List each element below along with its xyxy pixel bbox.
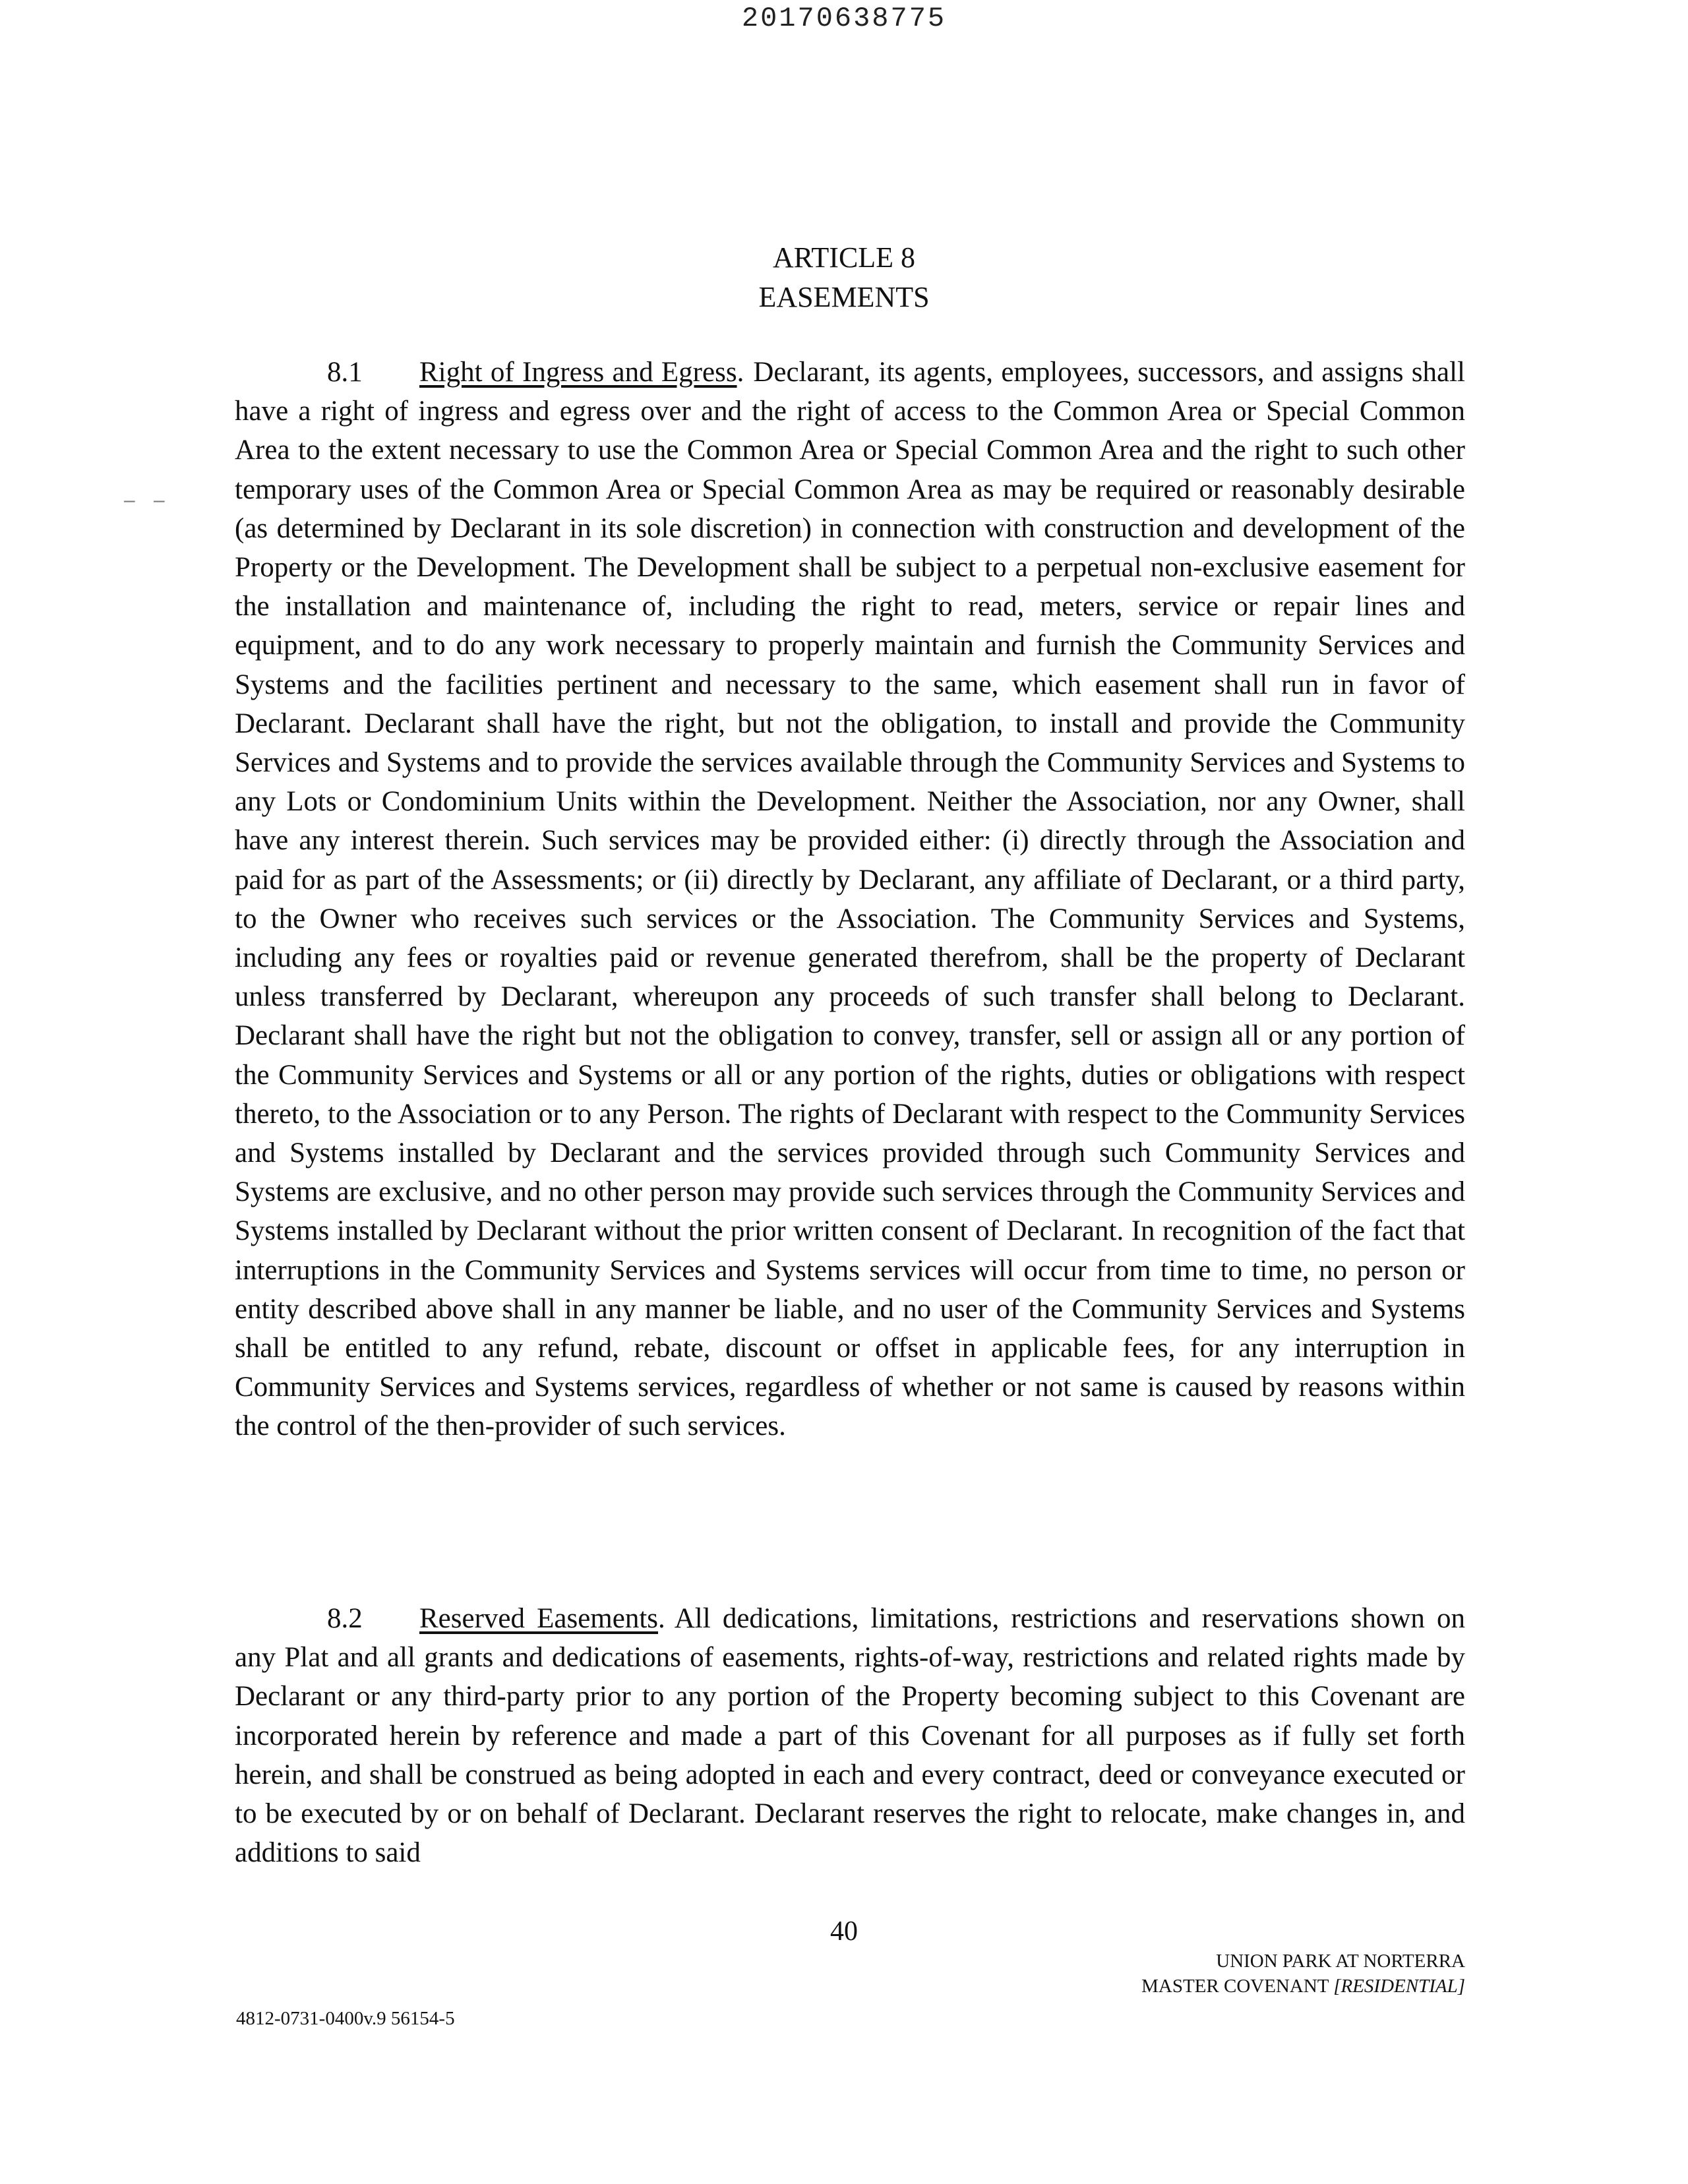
article-title: ARTICLE 8 (772, 241, 916, 274)
section-body: All dedications, limitations, restrictions and reservations shown on any Plat and all grants and dedications of easements, rights-of-way, restrictions and related rights made by Declarant or any third-party prior to any portion of the Property becoming subject to this Covenant are incorporated herein by reference and made a part of this Covenant for all purposes as if fully set forth herein, and shall be construed as being adopted in each and every contract, deed or conveyance executed or to be executed by or on behalf of Declarant. Declarant reserves the right to relocate, make changes in, and additions to said (235, 1603, 1466, 1869)
section-8-1 (235, 353, 1465, 1446)
section-number: 8.1 (327, 357, 363, 388)
page-number: 40 (830, 1916, 858, 1947)
section-title-period: . (658, 1603, 665, 1634)
footer-title-line (1141, 1974, 1465, 1999)
footer-document-type: [RESIDENTIAL] (1333, 1976, 1465, 1997)
footer-project-name: UNION PARK AT NORTERRA (1216, 1951, 1465, 1972)
section-title: Reserved Easements (419, 1603, 658, 1634)
section-number: 8.2 (327, 1603, 363, 1634)
section-8-2 (235, 1599, 1465, 1872)
section-title: Right of Ingress and Egress (419, 357, 737, 388)
section-title-period: . (737, 357, 744, 388)
section-body: Declarant, its agents, employees, successors, and assigns shall have a right of ingress and egress over and the right of access to the Common Area or Special Common Area to the extent necessary to use the Common Area or Special Common Area and the right to such other temporary uses of the Common Area or Special Common Area as may be required or reasonably desirable (as determined by Declarant in its sole discretion) in connection with construction and development of the Property or the Development. The Development shall be subject to a perpetual non-exclusive easement for the installation and maintenance of, including the right to read, meters, service or repair lines and equipment, and to do any work necessary to properly maintain and furnish the Community Services and Systems and the facilities pertinent and necessary to the same, which easement shall run in favor of Declarant. Declarant shall have the right, but not the obligation, to install and provide the Community Services and Systems and to provide the services available through the Community Services and Systems to any Lots or Condominium Units within the Development. Neither the Association, nor any Owner, shall have any interest therein. Such services may be provided either: (i) directly through the Association and paid for as part of the Assessments; or (ii) directly by Declarant, any affiliate of Declarant, or a third party, to the Owner who receives such services or the Association. The Community Services and Systems, including any fees or royalties paid or revenue generated therefrom, shall be the property of Declarant unless transferred by Declarant, whereupon any proceeds of such transfer shall belong to Declarant. Declarant shall have the right but not the obligation to convey, transfer, sell or assign all or any portion of the Community Services and Systems or all or any portion of the rights, duties or obligations with respect thereto, to the Association or to any Person. The rights of Declarant with respect to the Community Services and Systems installed by Declarant and the services provided through such Community Services and Systems are exclusive, and no other person may provide such services through the Community Services and Systems installed by Declarant without the prior written consent of Declarant. In recognition of the fact that interruptions in the Community Services and Systems services will occur from time to time, no person or entity described above shall in any manner be liable, and no user of the Community Services and Systems shall be entitled to any refund, rebate, discount or offset in applicable fees, for any interruption in Community Services and Systems services, regardless of whether or not same is caused by reasons within the control of the then-provider of such services. (235, 357, 1466, 1442)
margin-mark: ‒ ‒ (124, 489, 171, 511)
footer-covenant-title: MASTER COVENANT (1141, 1976, 1329, 1997)
article-subtitle: EASEMENTS (758, 281, 930, 313)
footer-document-title (1141, 1949, 1465, 1999)
recording-number: 20170638775 (741, 3, 947, 34)
document-id: 4812-0731-0400v.9 56154-5 (236, 2008, 455, 2029)
